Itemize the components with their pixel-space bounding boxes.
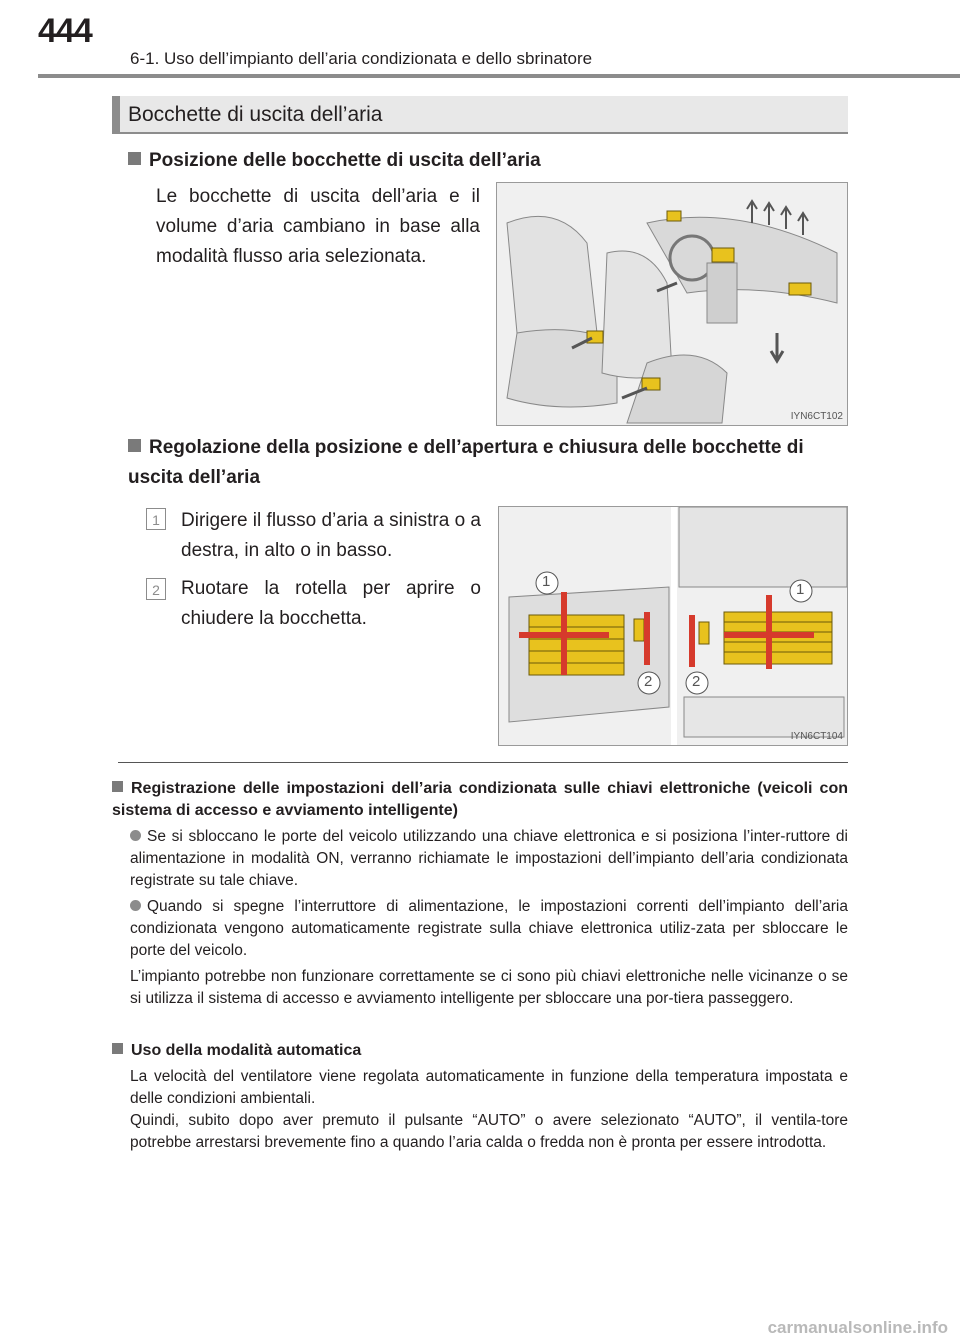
figure-code-2: IYN6CT104 [790, 731, 843, 742]
position-heading-text: Posizione delle bocchette di uscita dell’aria [149, 150, 541, 171]
note-1-heading [112, 778, 848, 822]
note-1-paragraph: L’impianto potrebbe non funzionare correttamente se ci sono più chiavi elettroniche nelle vicinanze o se si utilizza il sistema di accesso e avviamento intelligente per sbloccare una por-tiera passeggero. [130, 968, 848, 1007]
vent-illustration [499, 507, 847, 745]
header-rule [38, 74, 960, 78]
running-header: 6-1. Uso dell’impianto dell’aria condizionata e dello sbrinatore [130, 49, 593, 68]
adjustment-heading [128, 433, 848, 493]
note-2-heading-text: Uso della modalità automatica [131, 1042, 362, 1059]
page-number: 444 [38, 12, 92, 50]
vent-adjustment-figure [498, 506, 848, 746]
square-bullet-icon [112, 1043, 123, 1054]
note-2-heading [112, 1040, 848, 1062]
step-1-text: Dirigere il flusso d’aria a sinistra o a destra, in alto o in basso. [181, 510, 481, 561]
callout-1-left: 1 [542, 573, 551, 590]
note-1-bullet-2-text: Quando si spegne l’interruttore di alimentazione, le impostazioni correnti dell’impianto dell’aria condizionata vengono automaticamente registrate sulla chiave elettronica utiliz-zata per sbloccare le porte del veicolo. [130, 898, 848, 959]
step-1-number: 1 [146, 508, 166, 530]
notes-divider [118, 762, 848, 763]
callout-2-right: 2 [692, 673, 701, 690]
note-1-bullet-2 [130, 896, 848, 962]
callout-2-left: 2 [644, 673, 653, 690]
cabin-vents-figure [496, 182, 848, 426]
square-bullet-icon [128, 152, 141, 165]
note-1-bullet-1-text: Se si sbloccano le porte del veicolo utilizzando una chiave elettronica e si posiziona l’inter-ruttore di alimentazione in modalità ON, verranno richiamate le impostazioni dell’impianto dell’aria condizionata registrate su tale chiave. [130, 828, 848, 889]
step-2-text: Ruotare la rotella per aprire o chiudere la bocchetta. [181, 578, 481, 629]
step-2-number: 2 [146, 578, 166, 600]
square-bullet-icon [112, 781, 123, 792]
square-bullet-icon [128, 439, 141, 452]
position-text: Le bocchette di uscita dell’aria e il volume d’aria cambiano in base alla modalità flusso aria selezionata. [156, 186, 480, 267]
note-1-heading-text: Registrazione delle impostazioni dell’aria condizionata sulle chiavi elettroniche (veicoli con sistema di accesso e avviamento intelligente) [112, 780, 848, 819]
bullet-dot-icon [130, 900, 141, 911]
note-2-paragraph-1: La velocità del ventilatore viene regolata automaticamente in funzione della temperatura impostata e delle condizioni ambientali. [130, 1068, 848, 1107]
note-2-paragraph-2: Quindi, subito dopo aver premuto il pulsante “AUTO” o avere selezionato “AUTO”, il ventila-tore potrebbe arrestarsi brevemente fino a quando l’aria calda o fredda non è pronta per essere introdotta. [130, 1112, 848, 1151]
note-1-bullet-1 [130, 826, 848, 892]
callout-1-right: 1 [796, 581, 805, 598]
cabin-illustration [497, 183, 847, 425]
position-heading [128, 146, 848, 176]
adjustment-heading-text: Regolazione della posizione e dell’apertura e chiusura delle bocchette di uscita dell’aria [128, 437, 804, 488]
figure-code-1: IYN6CT102 [790, 411, 843, 422]
section-title: Bocchette di uscita dell’aria [128, 103, 383, 126]
bullet-dot-icon [130, 830, 141, 841]
watermark: carmanualsonline.info [767, 1318, 948, 1337]
